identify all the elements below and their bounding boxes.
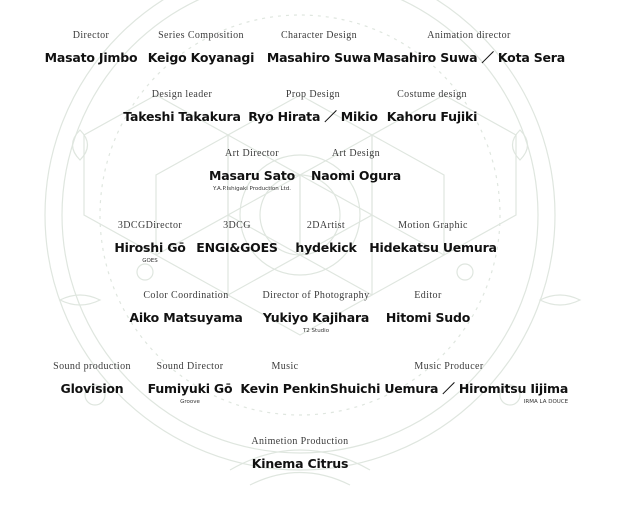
person-name: ENGI&GOES <box>196 240 278 255</box>
credit-animation-production <box>251 436 348 471</box>
credit-music-producer <box>330 361 568 406</box>
person-name: Hitomi Sudo <box>385 310 471 325</box>
person-name: Keigo Koyanagi <box>147 50 255 65</box>
credit-character-design <box>267 30 371 65</box>
credit-costume-design <box>387 89 477 124</box>
role-label: Prop Design <box>285 89 341 100</box>
person-name: Aiko Matsuyama <box>129 310 243 325</box>
credit-motion-graphic <box>369 220 497 255</box>
person-name: Glovision <box>60 381 124 396</box>
role-label: 2DArtist <box>306 220 346 231</box>
credit-3dcg-director <box>114 220 185 265</box>
person-name: Naomi Ogura <box>310 168 402 183</box>
person-name: Takeshi Takakura <box>123 109 241 124</box>
credit-prop-design <box>248 89 377 124</box>
role-label: Animetion Production <box>251 436 349 447</box>
credit-3dcg <box>196 220 277 255</box>
person-name: Yukiyo Kajihara <box>262 310 370 325</box>
person-name: Fumiyuki Gō <box>147 381 233 396</box>
credit-sound-production <box>53 361 131 396</box>
person-name: Masahiro Suwa ／ Kota Sera <box>372 50 566 65</box>
credit-editor <box>386 290 470 325</box>
role-label: Music Producer <box>414 361 484 372</box>
role-label: Art Design <box>331 148 381 159</box>
role-label: Design leader <box>151 89 213 100</box>
affiliation-label: T2 Studio <box>302 328 330 334</box>
person-name: Masaru Sato <box>209 168 295 183</box>
role-label: Color Coordination <box>143 290 229 301</box>
role-label: Sound production <box>53 361 131 372</box>
role-label: Director <box>72 30 110 41</box>
credit-design-leader <box>123 89 241 124</box>
person-name: Kinema Citrus <box>251 456 349 471</box>
role-label: Art Director <box>225 148 279 159</box>
role-label: 3DCGDirector <box>117 220 183 231</box>
credit-animation-director <box>373 30 565 65</box>
person-name: Masahiro Suwa <box>266 50 372 65</box>
credit-music <box>240 361 329 396</box>
role-label: 3DCG <box>223 220 251 231</box>
person-name: Kahoru Fujiki <box>386 109 478 124</box>
credit-series-composition <box>148 30 255 65</box>
role-label: Sound Director <box>156 361 224 372</box>
affiliation-label: IRMA LA DOUCE <box>523 399 569 405</box>
person-name: Masato Jimbo <box>44 50 138 65</box>
person-name: hydekick <box>295 240 357 255</box>
credit-art-design <box>311 148 401 183</box>
credit-color-coordination <box>129 290 242 325</box>
role-label: Motion Graphic <box>398 220 468 231</box>
person-name: Ryo Hirata ／ Mikio <box>248 109 378 124</box>
role-label: Animation director <box>427 30 511 41</box>
affiliation-label: GOES <box>142 258 158 264</box>
credit-sound-director <box>148 361 233 406</box>
role-label: Series Composition <box>158 30 244 41</box>
role-label: Costume design <box>397 89 467 100</box>
credit-art-director <box>209 148 295 193</box>
person-name: Hiroshi Gō <box>114 240 186 255</box>
role-label: Character Design <box>280 30 358 41</box>
person-name: Shuichi Uemura ／ Hiromitsu Iijima <box>329 381 569 396</box>
credit-director-of-photography <box>263 290 370 335</box>
role-label: Editor <box>414 290 442 301</box>
affiliation-label: Y.A.P.Ishigaki Production Ltd. <box>213 186 291 192</box>
role-label: Music <box>271 361 299 372</box>
affiliation-label: Groove <box>180 399 200 405</box>
person-name: Kevin Penkin <box>240 381 330 396</box>
person-name: Hidekatsu Uemura <box>369 240 497 255</box>
credit-director <box>45 30 138 65</box>
credit-2d-artist <box>295 220 356 255</box>
role-label: Director of Photography <box>262 290 370 301</box>
